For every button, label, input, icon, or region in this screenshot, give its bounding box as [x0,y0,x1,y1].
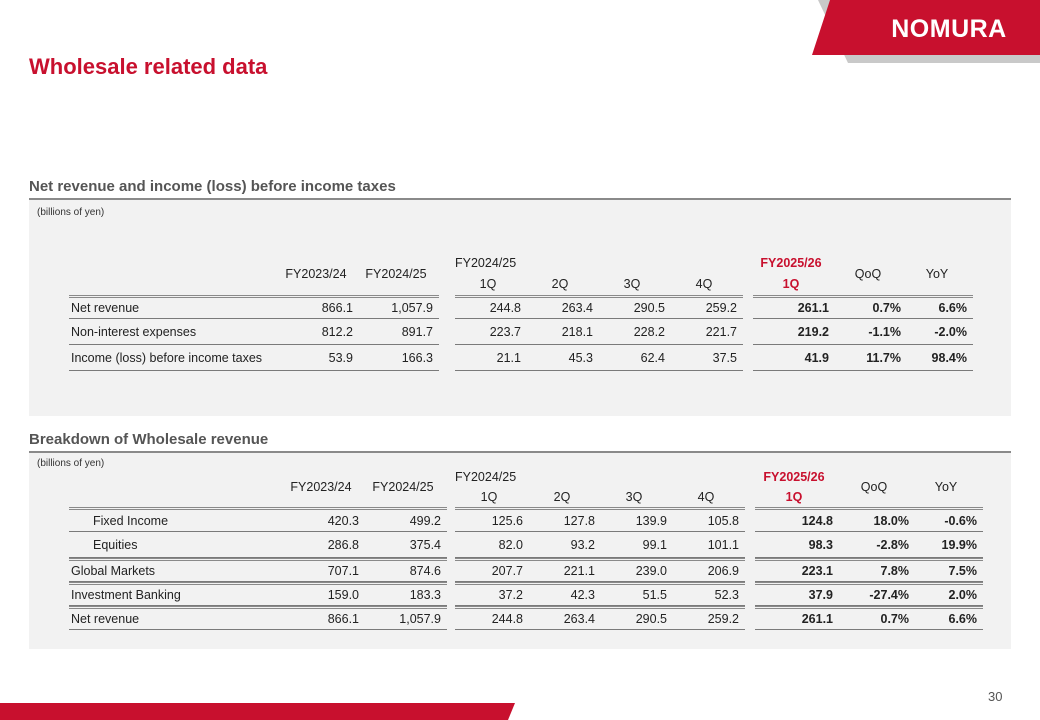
cell-qoq: 7.8% [839,558,915,582]
cell-q3: 51.5 [601,582,673,606]
header-q4: 4Q [697,490,715,504]
cell-fy2324: 159.0 [283,582,365,606]
cell-q3: 290.5 [601,606,673,630]
header-fy2024-25: FY2024/25 [372,480,434,494]
header-q4: 4Q [695,277,713,291]
header-q1: 1Q [480,490,498,504]
cell-yoy: 7.5% [915,558,983,582]
header-q3: 3Q [623,277,641,291]
header-quarter-group: FY2024/25 [455,256,517,270]
table-row [69,295,973,319]
cell-fy2425: 1,057.9 [359,295,439,319]
cell-yoy: 6.6% [907,295,973,319]
row-label: Investment Banking [69,582,283,606]
income-summary-table [69,253,973,371]
cell-q4: 52.3 [673,582,745,606]
table-row [69,582,983,606]
cell-current-q: 261.1 [755,606,839,630]
cell-q4: 105.8 [673,507,745,532]
cell-fy2425: 166.3 [359,345,439,371]
wholesale-revenue-table [69,467,983,630]
cell-current-q: 219.2 [753,319,835,345]
cell-fy2324: 286.8 [283,532,365,558]
cell-fy2425: 1,057.9 [365,606,447,630]
cell-q3: 99.1 [601,532,673,558]
header-qoq: QoQ [854,267,882,281]
header-current-q: 1Q [785,490,803,504]
cell-yoy: 98.4% [907,345,973,371]
cell-current-q: 261.1 [753,295,835,319]
cell-q3: 290.5 [599,295,671,319]
row-label: Net revenue [69,606,283,630]
cell-fy2324: 812.2 [279,319,359,345]
cell-fy2324: 53.9 [279,345,359,371]
row-label: Income (loss) before income taxes [69,345,279,371]
page-number: 30 [988,689,1003,704]
cell-fy2425: 375.4 [365,532,447,558]
cell-qoq: -1.1% [835,319,907,345]
cell-q4: 221.7 [671,319,743,345]
cell-fy2425: 499.2 [365,507,447,532]
cell-fy2324: 866.1 [283,606,365,630]
units-label: (billions of yen) [37,458,105,469]
cell-q1: 244.8 [455,606,529,630]
cell-qoq: 0.7% [835,295,907,319]
header-current-q: 1Q [782,277,800,291]
cell-q2: 221.1 [529,558,601,582]
header-current-fy: FY2025/26 [760,256,822,270]
cell-current-q: 41.9 [753,345,835,371]
header-current-fy: FY2025/26 [763,470,825,484]
cell-fy2425: 183.3 [365,582,447,606]
row-label: Non-interest expenses [69,319,279,345]
cell-qoq: 0.7% [839,606,915,630]
units-label: (billions of yen) [37,207,105,218]
cell-q4: 37.5 [671,345,743,371]
bottom-accent-band [0,703,1040,720]
cell-q4: 101.1 [673,532,745,558]
cell-fy2425: 874.6 [365,558,447,582]
cell-q3: 62.4 [599,345,671,371]
cell-current-q: 124.8 [755,507,839,532]
cell-q1: 244.8 [455,295,527,319]
header-fy2024-25: FY2024/25 [365,267,427,281]
table-row [69,319,973,345]
cell-yoy: -2.0% [907,319,973,345]
page-title: Wholesale related data [29,54,268,79]
cell-qoq: -27.4% [839,582,915,606]
cell-q2: 45.3 [527,345,599,371]
cell-q2: 93.2 [529,532,601,558]
header-fy2023-24: FY2023/24 [290,480,352,494]
cell-qoq: -2.8% [839,532,915,558]
cell-q4: 259.2 [671,295,743,319]
table-row [69,507,983,532]
cell-q1: 37.2 [455,582,529,606]
table-row [69,345,973,371]
cell-q2: 127.8 [529,507,601,532]
cell-qoq: 18.0% [839,507,915,532]
section-title-income: Net revenue and income (loss) before income taxes [29,178,396,195]
table-row [69,532,983,558]
cell-yoy: 6.6% [915,606,983,630]
header-qoq: QoQ [860,480,888,494]
section-title-breakdown: Breakdown of Wholesale revenue [29,431,269,448]
cell-q3: 239.0 [601,558,673,582]
cell-yoy: 19.9% [915,532,983,558]
cell-yoy: 2.0% [915,582,983,606]
cell-q1: 207.7 [455,558,529,582]
cell-q1: 82.0 [455,532,529,558]
row-label: Equities [69,532,283,558]
cell-fy2324: 866.1 [279,295,359,319]
header-q2: 2Q [553,490,571,504]
cell-current-q: 223.1 [755,558,839,582]
cell-fy2324: 707.1 [283,558,365,582]
cell-fy2425: 891.7 [359,319,439,345]
cell-q1: 21.1 [455,345,527,371]
cell-qoq: 11.7% [835,345,907,371]
row-label: Fixed Income [69,507,283,532]
header-q1: 1Q [479,277,497,291]
cell-current-q: 37.9 [755,582,839,606]
cell-q1: 223.7 [455,319,527,345]
row-label: Net revenue [69,295,279,319]
cell-fy2324: 420.3 [283,507,365,532]
cell-q3: 228.2 [599,319,671,345]
cell-q2: 42.3 [529,582,601,606]
header-yoy: YoY [925,267,949,281]
cell-q2: 263.4 [529,606,601,630]
cell-yoy: -0.6% [915,507,983,532]
cell-q3: 139.9 [601,507,673,532]
cell-q4: 259.2 [673,606,745,630]
header-q2: 2Q [551,277,569,291]
cell-q2: 218.1 [527,319,599,345]
cell-q1: 125.6 [455,507,529,532]
row-label: Global Markets [69,558,283,582]
table-row [69,606,983,630]
table-row [69,558,983,582]
cell-q4: 206.9 [673,558,745,582]
header-quarter-group: FY2024/25 [455,470,517,484]
cell-q2: 263.4 [527,295,599,319]
header-yoy: YoY [934,480,958,494]
header-fy2023-24: FY2023/24 [285,267,347,281]
nomura-logo: NOMURA [891,15,1007,43]
header-q3: 3Q [625,490,643,504]
cell-current-q: 98.3 [755,532,839,558]
